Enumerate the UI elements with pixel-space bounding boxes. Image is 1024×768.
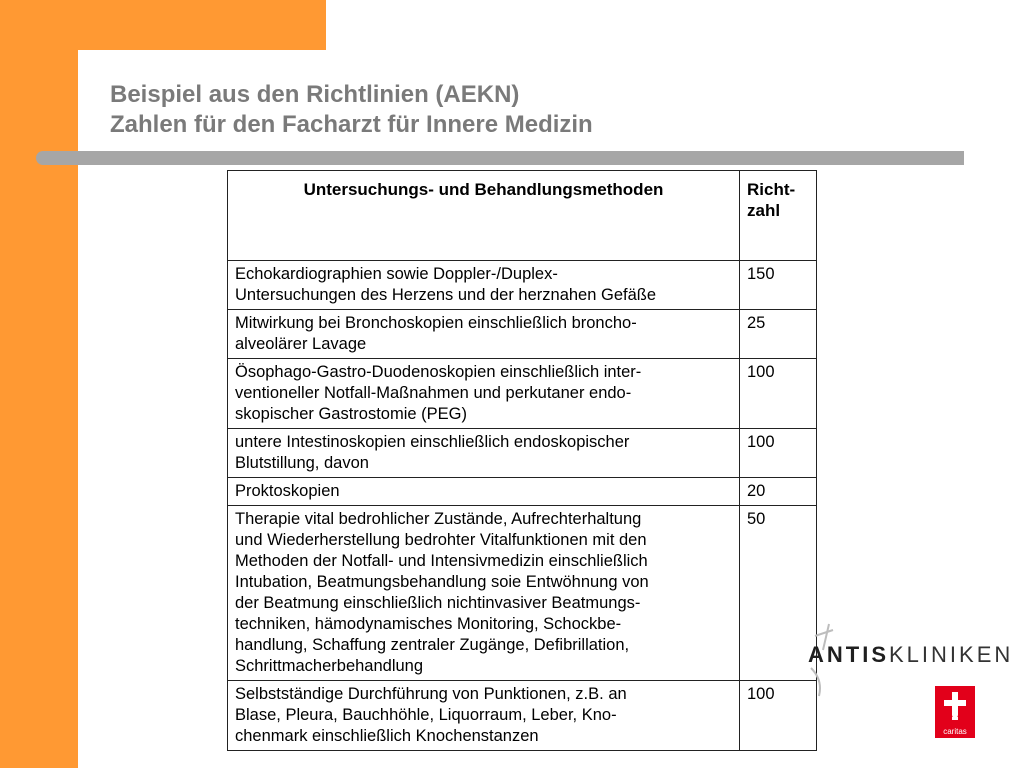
logo-brand-part1: ANTIS <box>808 642 889 667</box>
method-cell: Proktoskopien <box>228 478 740 506</box>
method-cell: Selbstständige Durchführung von Punktionen, z.B. an Blase, Pleura, Bauchhöhle, Liquorraum, Leber, Kno- chenmark einschließlich Knochenstanzen <box>228 681 740 751</box>
table-row <box>228 310 817 359</box>
table-row <box>228 478 817 506</box>
count-cell: 20 <box>740 478 817 506</box>
method-cell: Ösophago-Gastro-Duodenoskopien einschließlich inter- ventioneller Notfall-Maßnahmen und perkutaner endo- skopischer Gastrostomie (PEG) <box>228 359 740 429</box>
method-cell: Therapie vital bedrohlicher Zustände, Aufrechterhaltung und Wiederherstellung bedrohter Vitalfunktionen mit den Methoden der Notfall- und Intensivmedizin einschließlich Intubation, Beatmungsbehandlung soie Entwöhnung von der Beatmung einschließlich nichtinvasiver Beatmungs- techniken, hämodynamisches Monitoring, Schockbe- handlung, Schaffung zentraler Zugänge, Defibrillation, Schrittmacherbehandlung <box>228 506 740 681</box>
method-cell: Mitwirkung bei Bronchoskopien einschließlich broncho- alveolärer Lavage <box>228 310 740 359</box>
title-divider <box>36 151 964 165</box>
count-cell: 25 <box>740 310 817 359</box>
method-cell: Echokardiographien sowie Doppler-/Duplex- Untersuchungen des Herzens und der herznahen Gefäße <box>228 261 740 310</box>
orange-top-band <box>0 0 326 50</box>
header-method: Untersuchungs- und Behandlungsmethoden <box>228 171 740 261</box>
table-row <box>228 359 817 429</box>
count-cell: 150 <box>740 261 817 310</box>
count-cell: 100 <box>740 429 817 478</box>
count-cell: 50 <box>740 506 817 681</box>
guideline-table <box>227 170 817 751</box>
caritas-logo <box>935 686 975 738</box>
orange-sidebar <box>0 0 78 768</box>
count-cell: 100 <box>740 359 817 429</box>
table-row <box>228 506 817 681</box>
count-cell: 100 <box>740 681 817 751</box>
table-header-row <box>228 171 817 261</box>
hospital-logo-text <box>808 642 1013 668</box>
title-line-2: Zahlen für den Facharzt für Innere Medizin <box>110 111 593 138</box>
logo-brand-part2: KLINIKEN <box>889 642 1014 667</box>
header-count: Richt- zahl <box>740 171 817 261</box>
method-cell: untere Intestinoskopien einschließlich endoskopischer Blutstillung, davon <box>228 429 740 478</box>
table-row <box>228 681 817 751</box>
table-row <box>228 261 817 310</box>
caritas-cross-icon <box>943 691 967 721</box>
caritas-label: caritas <box>943 727 967 736</box>
slide-title <box>110 80 593 140</box>
table-row <box>228 429 817 478</box>
title-line-1: Beispiel aus den Richtlinien (AEKN) <box>110 81 520 108</box>
